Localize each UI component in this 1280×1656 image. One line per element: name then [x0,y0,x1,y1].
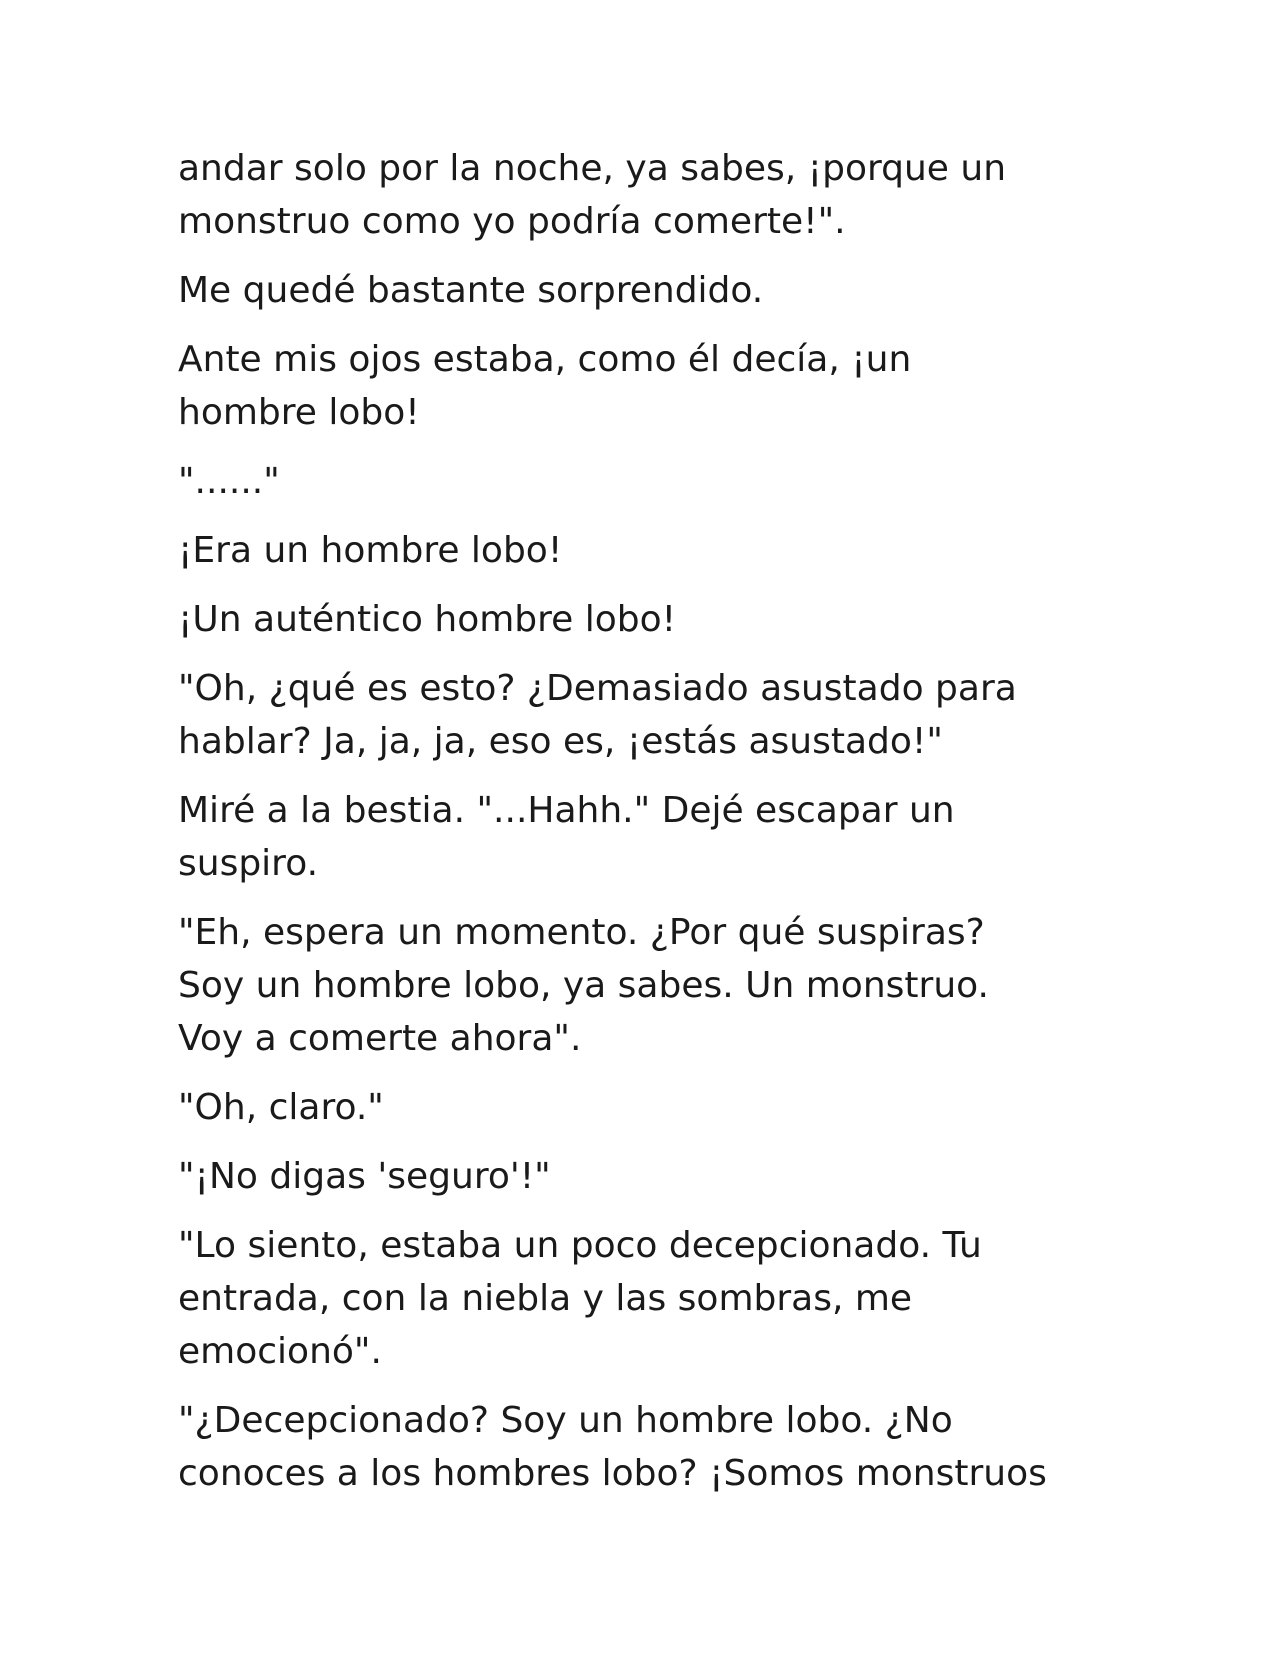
paragraph-6: ¡Un auténtico hombre lobo! [178,599,677,640]
paragraph-5: ¡Era un hombre lobo! [178,530,563,571]
paragraph-9: "Eh, espera un momento. ¿Por qué suspiras? Soy un hombre lobo, ya sabes. Un monstruo. Voy a comerte ahora". [178,912,989,1059]
paragraph-3: Ante mis ojos estaba, como él decía, ¡un hombre lobo! [178,339,912,433]
paragraph-13: "¿Decepcionado? Soy un hombre lobo. ¿No conoces a los hombres lobo? ¡Somos monstruos [178,1400,1047,1494]
paragraph-8: Miré a la bestia. "...Hahh." Dejé escapar un suspiro. [178,790,955,884]
paragraph-7: "Oh, ¿qué es esto? ¿Demasiado asustado para hablar? Ja, ja, ja, eso es, ¡estás asustado!" [178,668,1017,762]
paragraph-11: "¡No digas 'seguro'!" [178,1156,551,1197]
paragraph-12: "Lo siento, estaba un poco decepcionado. Tu entrada, con la niebla y las sombras, me emocionó". [178,1225,982,1372]
paragraph-2: Me quedé bastante sorprendido. [178,270,764,311]
paragraph-4: "......" [178,461,280,502]
page-body [178,142,1118,1516]
paragraph-1: andar solo por la noche, ya sabes, ¡porque un monstruo como yo podría comerte!". [178,148,1007,242]
paragraph-10: "Oh, claro." [178,1087,384,1128]
